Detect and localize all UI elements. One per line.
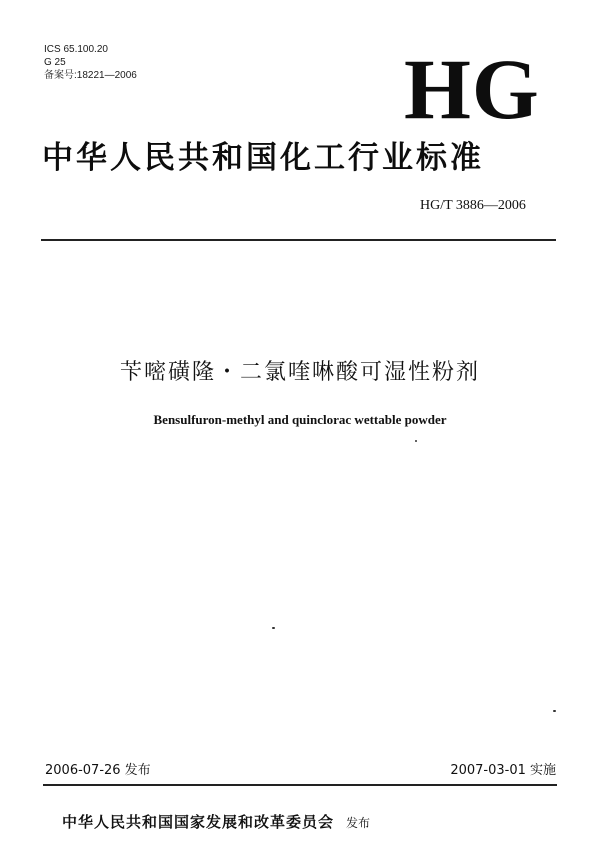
issuer-suffix: 发布 (346, 816, 371, 830)
hg-logo: HG (404, 41, 540, 137)
scan-speck (415, 440, 417, 442)
ccs-code: G 25 (44, 57, 66, 68)
top-divider (41, 239, 556, 241)
standard-title: 中华人民共和国化工行业标准 (42, 140, 484, 176)
filing-number: 备案号:18221—2006 (44, 70, 137, 81)
ics-code: ICS 65.100.20 (44, 44, 108, 55)
document-title-english: Bensulfuron-methyl and quinclorac wettable powder (153, 412, 447, 427)
standard-code: HG/T 3886—2006 (420, 198, 526, 213)
document-title-chinese: 苄嘧磺隆・二氯喹啉酸可湿性粉剂 (119, 360, 480, 385)
issue-date: 2006-07-26 发布 (45, 763, 151, 778)
classification-block (44, 43, 137, 82)
bottom-divider (43, 784, 557, 786)
issuer-name: 中华人民共和国国家发展和改革委员会 (62, 813, 335, 831)
issuing-authority (62, 812, 370, 833)
scan-speck (553, 710, 556, 712)
implementation-date: 2007-03-01 实施 (450, 763, 556, 778)
scan-speck (272, 627, 275, 629)
